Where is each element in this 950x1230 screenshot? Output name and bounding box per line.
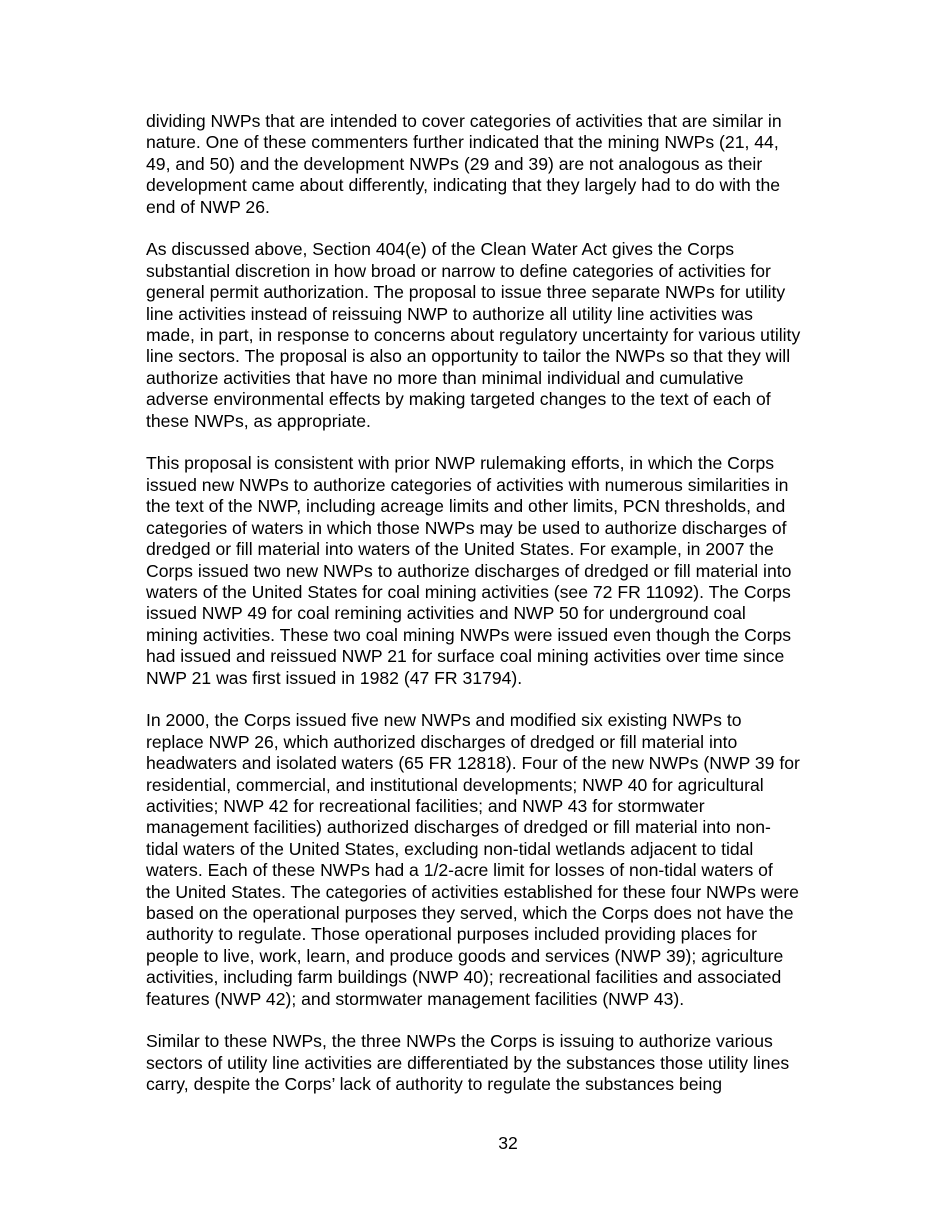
text-line: activities; NWP 42 for recreational facilities; and NWP 43 for stormwater xyxy=(146,795,705,816)
text-line: dredged or fill material into waters of the United States. For example, in 2007 the xyxy=(146,539,774,560)
text-line: Similar to these NWPs, the three NWPs the Corps is issuing to authorize various xyxy=(146,1031,773,1052)
text-line: NWP 21 was first issued in 1982 (47 FR 31794). xyxy=(146,667,523,688)
paragraph-1 xyxy=(146,111,846,218)
text-line: waters. Each of these NWPs had a 1/2-acre limit for losses of non-tidal waters of xyxy=(146,860,773,881)
text-line: had issued and reissued NWP 21 for surface coal mining activities over time since xyxy=(146,646,785,667)
text-line: authorize activities that have no more than minimal individual and cumulative xyxy=(146,367,744,388)
text-line: sectors of utility line activities are differentiated by the substances those utility lines xyxy=(146,1052,790,1073)
text-line: carry, despite the Corps’ lack of authority to regulate the substances being xyxy=(146,1074,723,1095)
text-line: categories of waters in which those NWPs may be used to authorize discharges of xyxy=(146,517,787,538)
text-line: end of NWP 26. xyxy=(146,196,270,217)
text-line: headwaters and isolated waters (65 FR 12818). Four of the new NWPs (NWP 39 for xyxy=(146,753,800,774)
text-line: management facilities) authorized discharges of dredged or fill material into non- xyxy=(146,817,771,838)
text-line: activities, including farm buildings (NWP 40); recreational facilities and associated xyxy=(146,967,782,988)
paragraph-3 xyxy=(146,453,846,688)
text-line: general permit authorization. The proposal to issue three separate NWPs for utility xyxy=(146,282,786,303)
text-line: residential, commercial, and institutional developments; NWP 40 for agricultural xyxy=(146,774,764,795)
text-line: replace NWP 26, which authorized discharges of dredged or fill material into xyxy=(146,731,738,752)
paragraph-4 xyxy=(146,710,846,1010)
text-line: dividing NWPs that are intended to cover categories of activities that are similar in xyxy=(146,111,782,131)
text-line: the United States. The categories of activities established for these four NWPs were xyxy=(146,881,799,902)
text-line: these NWPs, as appropriate. xyxy=(146,410,371,431)
text-line: substantial discretion in how broad or narrow to define categories of activities for xyxy=(146,260,771,281)
text-line: This proposal is consistent with prior NWP rulemaking efforts, in which the Corps xyxy=(146,453,775,474)
text-line: made, in part, in response to concerns about regulatory uncertainty for various utility xyxy=(146,325,801,346)
text-line: waters of the United States for coal mining activities (see 72 FR 11092). The Corps xyxy=(146,581,791,602)
text-line: development came about differently, indicating that they largely had to do with the xyxy=(146,175,781,196)
text-line: mining activities. These two coal mining NWPs were issued even though the Corps xyxy=(146,624,792,645)
text-line: As discussed above, Section 404(e) of the Clean Water Act gives the Corps xyxy=(146,239,735,260)
text-line: Corps issued two new NWPs to authorize discharges of dredged or fill material into xyxy=(146,560,792,581)
text-line: authority to regulate. Those operational purposes included providing places for xyxy=(146,924,757,945)
page-number: 32 xyxy=(498,1133,518,1153)
text-line: nature. One of these commenters further indicated that the mining NWPs (21, 44, xyxy=(146,132,779,153)
text-line: people to live, work, learn, and produce goods and services (NWP 39); agriculture xyxy=(146,945,784,966)
text-line: based on the operational purposes they served, which the Corps does not have the xyxy=(146,902,794,923)
text-line: tidal waters of the United States, excluding non-tidal wetlands adjacent to tidal xyxy=(146,838,754,859)
paragraph-2 xyxy=(146,239,846,432)
text-line: 49, and 50) and the development NWPs (29 and 39) are not analogous as their xyxy=(146,153,763,174)
text-line: line activities instead of reissuing NWP to authorize all utility line activities was xyxy=(146,303,753,324)
text-line: issued new NWPs to authorize categories of activities with numerous similarities in xyxy=(146,474,789,495)
paragraph-5 xyxy=(146,1031,846,1095)
text-line: features (NWP 42); and stormwater management facilities (NWP 43). xyxy=(146,988,685,1009)
text-line: the text of the NWP, including acreage limits and other limits, PCN thresholds, and xyxy=(146,496,786,517)
text-line: line sectors. The proposal is also an opportunity to tailor the NWPs so that they will xyxy=(146,346,791,367)
body-text xyxy=(146,111,846,1117)
text-line: In 2000, the Corps issued five new NWPs and modified six existing NWPs to xyxy=(146,710,742,731)
text-line: issued NWP 49 for coal remining activities and NWP 50 for underground coal xyxy=(146,603,746,624)
text-line: adverse environmental effects by making targeted changes to the text of each of xyxy=(146,389,771,410)
